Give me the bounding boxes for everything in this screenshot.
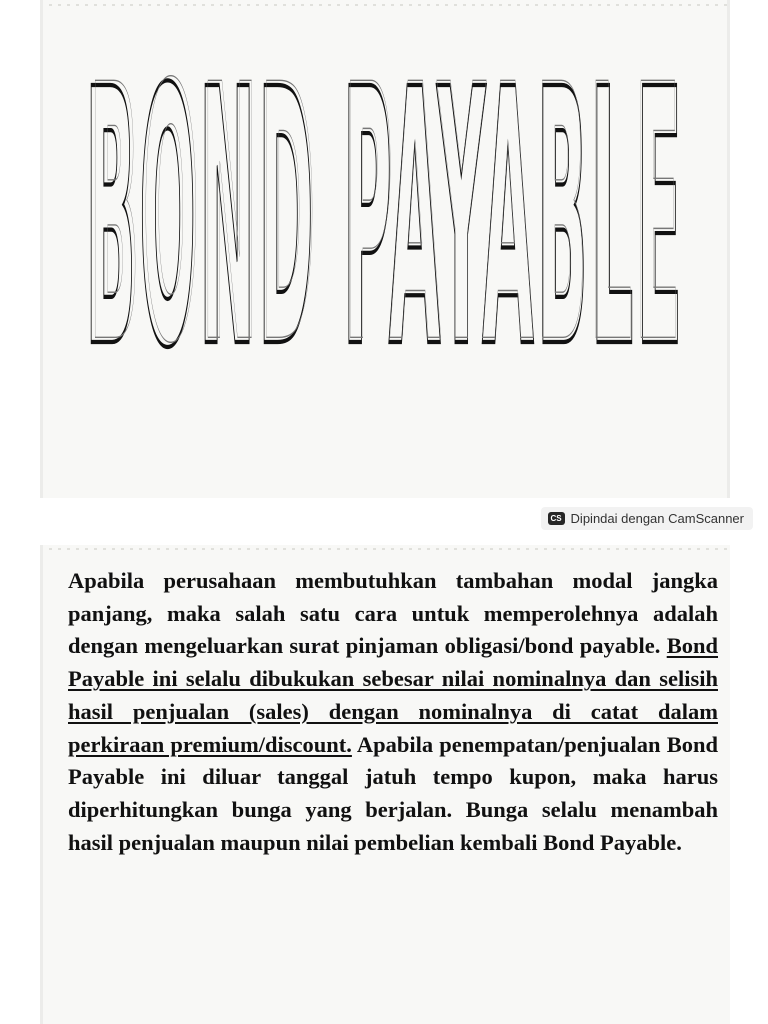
paragraph-intro: Apabila perusahaan membutuhkan tambahan modal jangka panjang, maka salah satu cara untuk memperolehnya adalah dengan mengeluarkan surat pinjaman obligasi/bond payable. [68,568,718,659]
title-inner-outline: BOND PAYABLE [89,60,683,390]
camscanner-watermark [541,507,753,530]
paragraph-conclusion: Apabila penempatan/penjualan Bond Payable ini diluar tanggal jatuh tempo kupon, maka harus diperhitungkan bunga yang berjalan. Bunga selalu menambah hasil penjualan maupun nilai pembelian kembali Bond Payable. [68,731,719,855]
paragraph-underlined-rule: Bond Payable ini selalu dibukukan sebesar nilai nominalnya dan selisih hasil penjualan (sales) dengan nominalnya di catat dalam perkiraan premium/discount. [68,633,718,757]
camscanner-logo-icon: CS [548,512,565,525]
bond-payable-paragraph [68,565,718,859]
page-edge-right [727,0,730,498]
scan-noise-top [40,4,730,6]
scan-noise-top-2 [40,548,730,550]
title-outline: BOND PAYABLE [85,60,686,390]
watermark-text: Dipindai dengan CamScanner [570,511,744,526]
bond-payable-wordart-title [40,60,700,390]
page-edge-left-2 [40,545,43,1024]
